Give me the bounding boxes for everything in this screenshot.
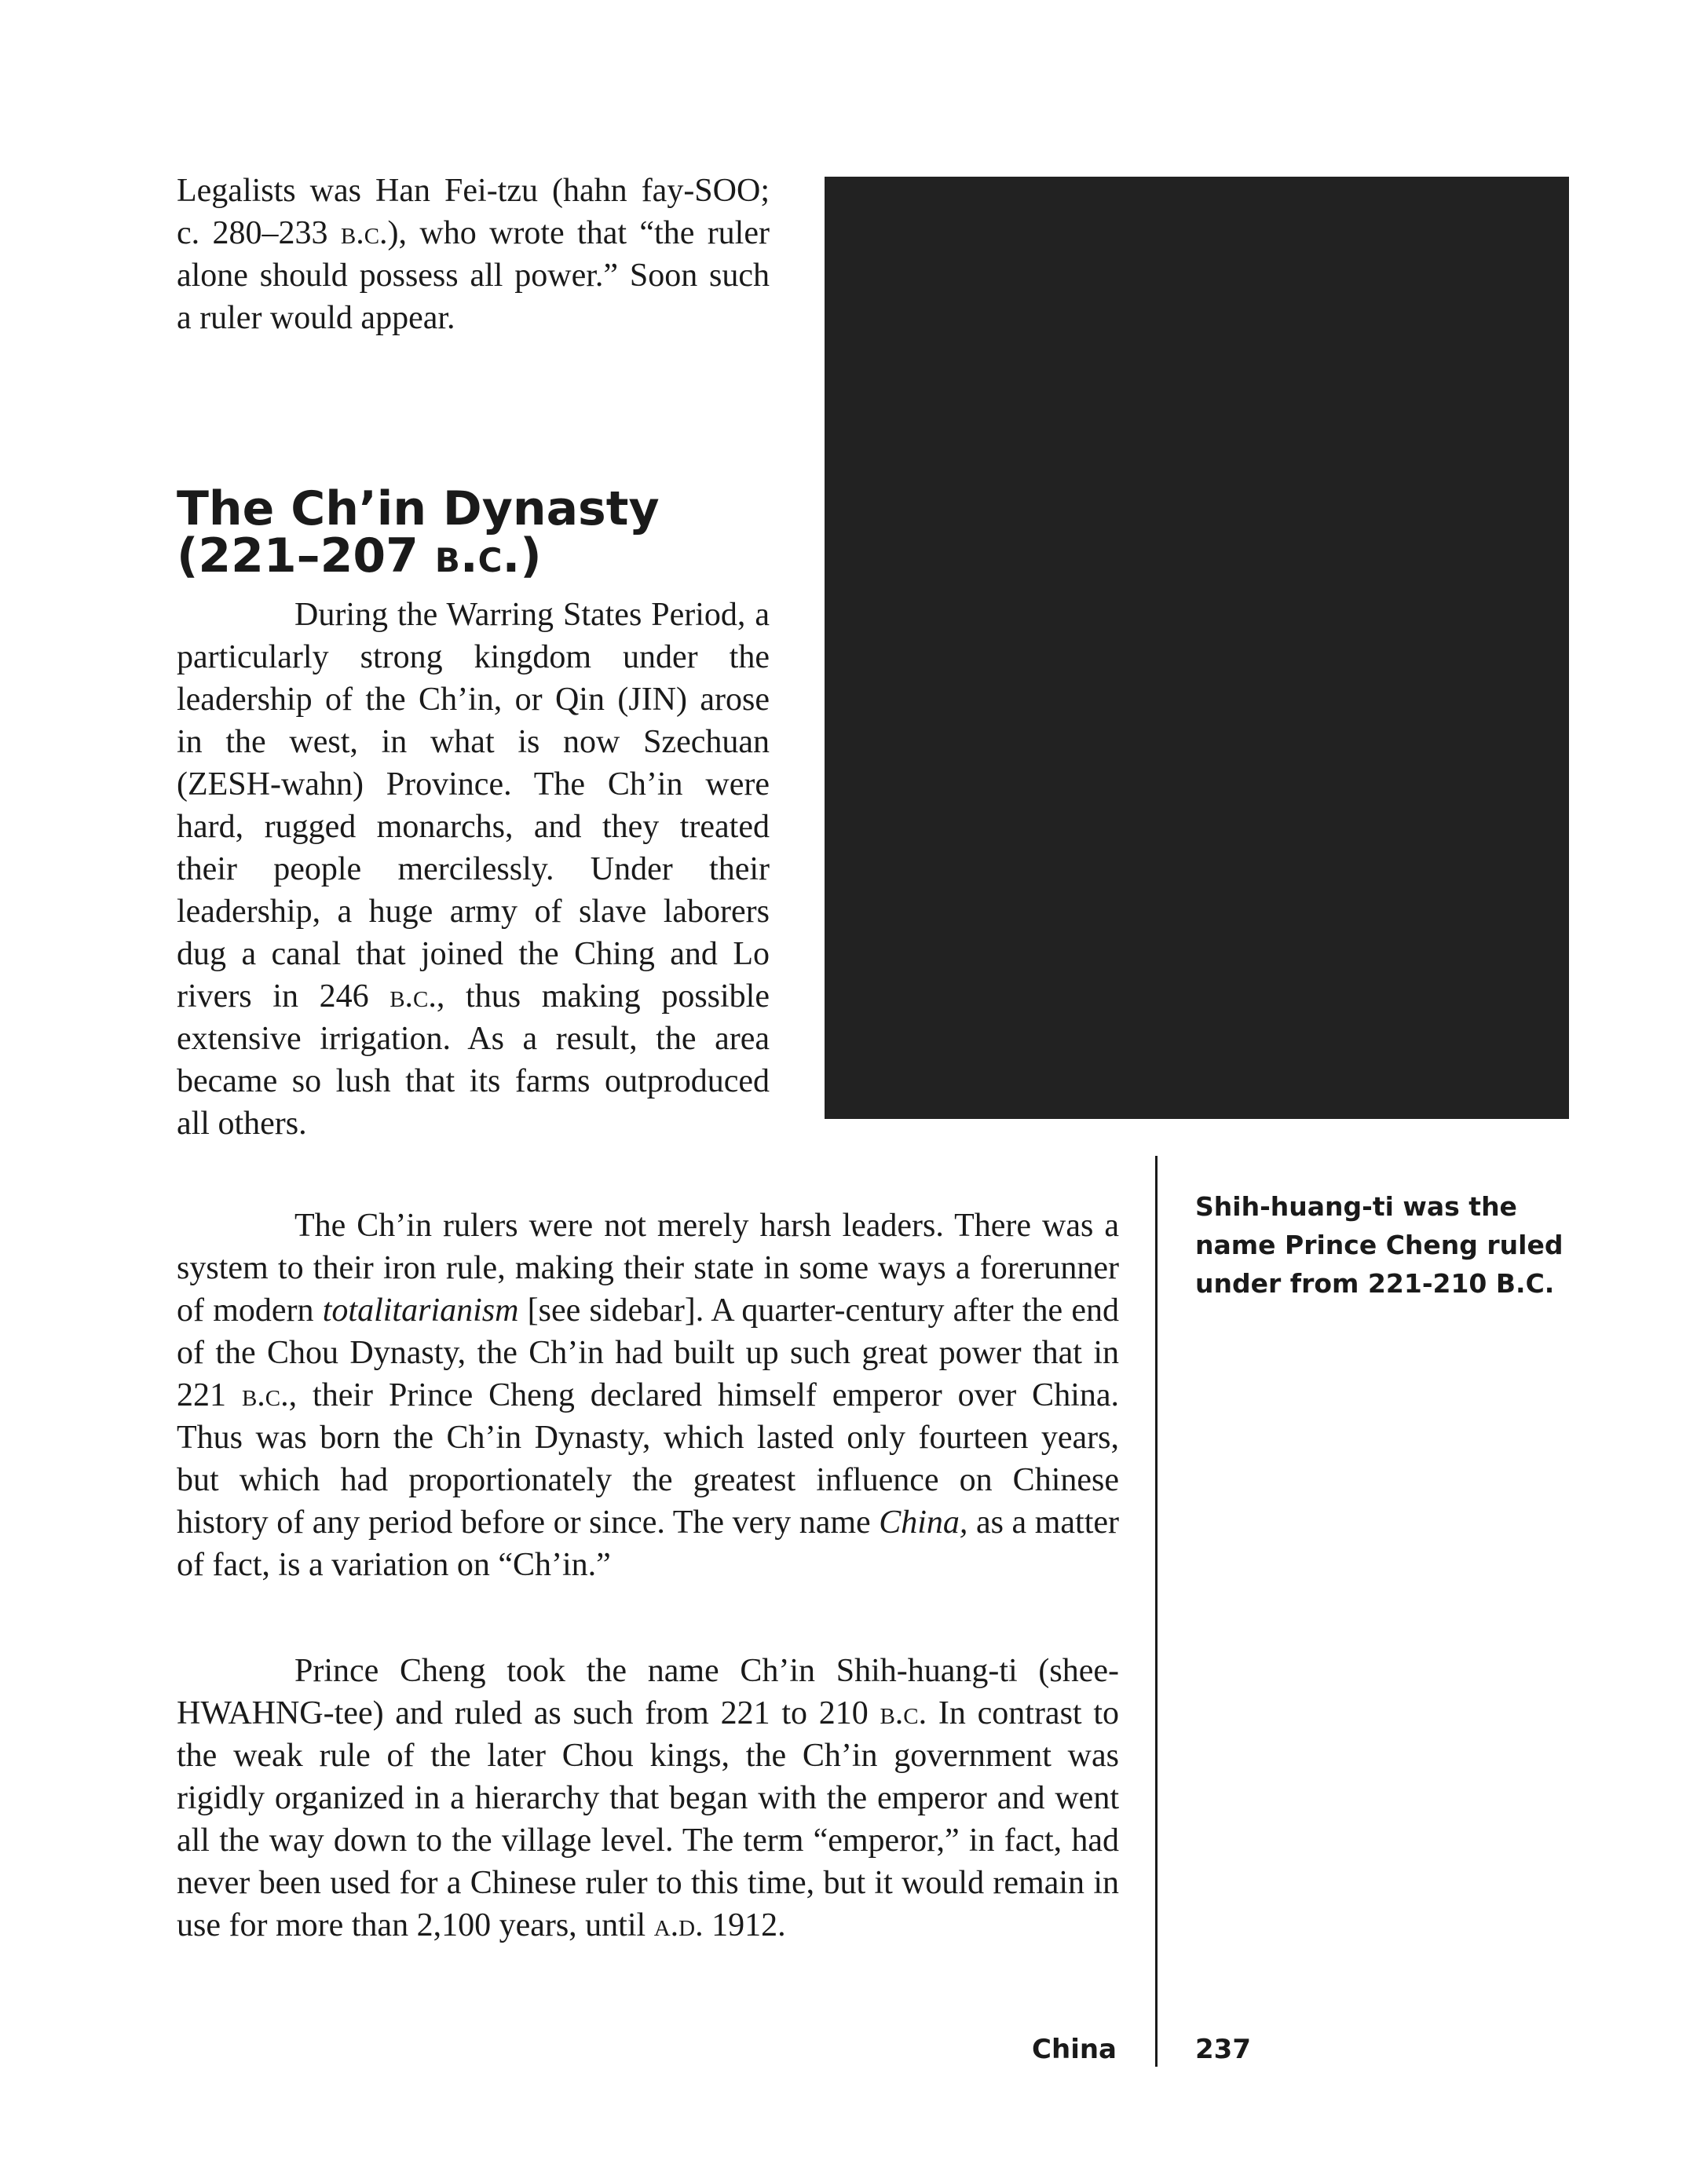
para3-text-3: 1912. (703, 1907, 786, 1943)
heading-date-era: b.c. (434, 528, 521, 583)
heading-date-suffix: ) (520, 528, 542, 583)
para2-text-2: [see sidebar]. A quarter-century after the end of the Chou Dynasty, the Ch’in had built up such great power that in 221 (177, 1292, 1119, 1413)
photo-placeholder (825, 177, 1569, 1119)
body-paragraph-2 (177, 1205, 1119, 1586)
para2-emphasis-china: China, (879, 1504, 968, 1541)
heading-title: The Ch’in Dynasty (177, 481, 660, 536)
para3-text-1: Prince Cheng took the name Ch’in Shih-huang-ti (shee-HWAHNG-tee) and ruled as such from 221 to 210 (177, 1653, 1119, 1731)
para2-text-4: as a matter of fact, is a variation on “Ch’in.” (177, 1504, 1119, 1583)
footer-section-name: China (1032, 2034, 1117, 2065)
body-paragraph-3 (177, 1650, 1119, 1947)
heading-date-prefix: (221–207 (177, 528, 435, 583)
para1-era-bc: b.c. (390, 978, 437, 1015)
section-heading (177, 481, 821, 583)
para3-era-bc: b.c. (880, 1695, 927, 1731)
para1-text-1: During the Warring States Period, a particularly strong kingdom under the leadership of the Ch’in, or Qin (JIN) arose in the west, in what is now Szechuan (ZESH-wahn) Province. The Ch’in were hard, rugged monarchs, and they treated their people mercilessly. Under their leadership, a huge army of slave laborers dug a canal that joined the Ching and Lo rivers in 246 (177, 597, 770, 1015)
body-paragraph-1 (177, 594, 770, 1145)
footer-page-number: 237 (1195, 2034, 1251, 2065)
intro-text-1: Legalists was Han Fei-tzu (hahn fay-SOO; c. 280–233 (177, 173, 770, 251)
para3-era-ad: a.d. (653, 1907, 704, 1943)
intro-paragraph (177, 170, 770, 339)
para2-text-1: The Ch’in rulers were not merely harsh leaders. There was a system to their iron rule, making their state in some ways a forerunner of modern (177, 1208, 1119, 1329)
para1-text-2: , thus making possible extensive irrigation. As a result, the area became so lush that its farms outproduced all others. (177, 978, 770, 1142)
intro-text-2: ), who wrote that “the ruler alone should possess all power.” Soon such a ruler would appear. (177, 215, 770, 336)
intro-era-bc: b.c. (340, 215, 388, 251)
para3-text-2: In contrast to the weak rule of the later Chou kings, the Ch’in government was rigidly organized in a hierarchy that began with the emperor and went all the way down to the village level. The term “emperor,” in fact, had never been used for a Chinese ruler to this time, but it would remain in use for more than 2,100 years, until (177, 1695, 1119, 1943)
photo-caption: Shih-huang-ti was the name Prince Cheng ruled under from 221-210 B.C. (1195, 1191, 1564, 1299)
para2-text-3: , their Prince Cheng declared himself emperor over China. Thus was born the Ch’in Dynasty, which lasted only fourteen years, but which had proportionately the greatest influence on Chinese history of any period before or since. The very name (177, 1377, 1120, 1541)
para2-emphasis-totalitarianism: totalitarianism (322, 1292, 519, 1329)
para2-era-bc: b.c. (241, 1377, 289, 1413)
sidebar-divider (1155, 1156, 1158, 2067)
